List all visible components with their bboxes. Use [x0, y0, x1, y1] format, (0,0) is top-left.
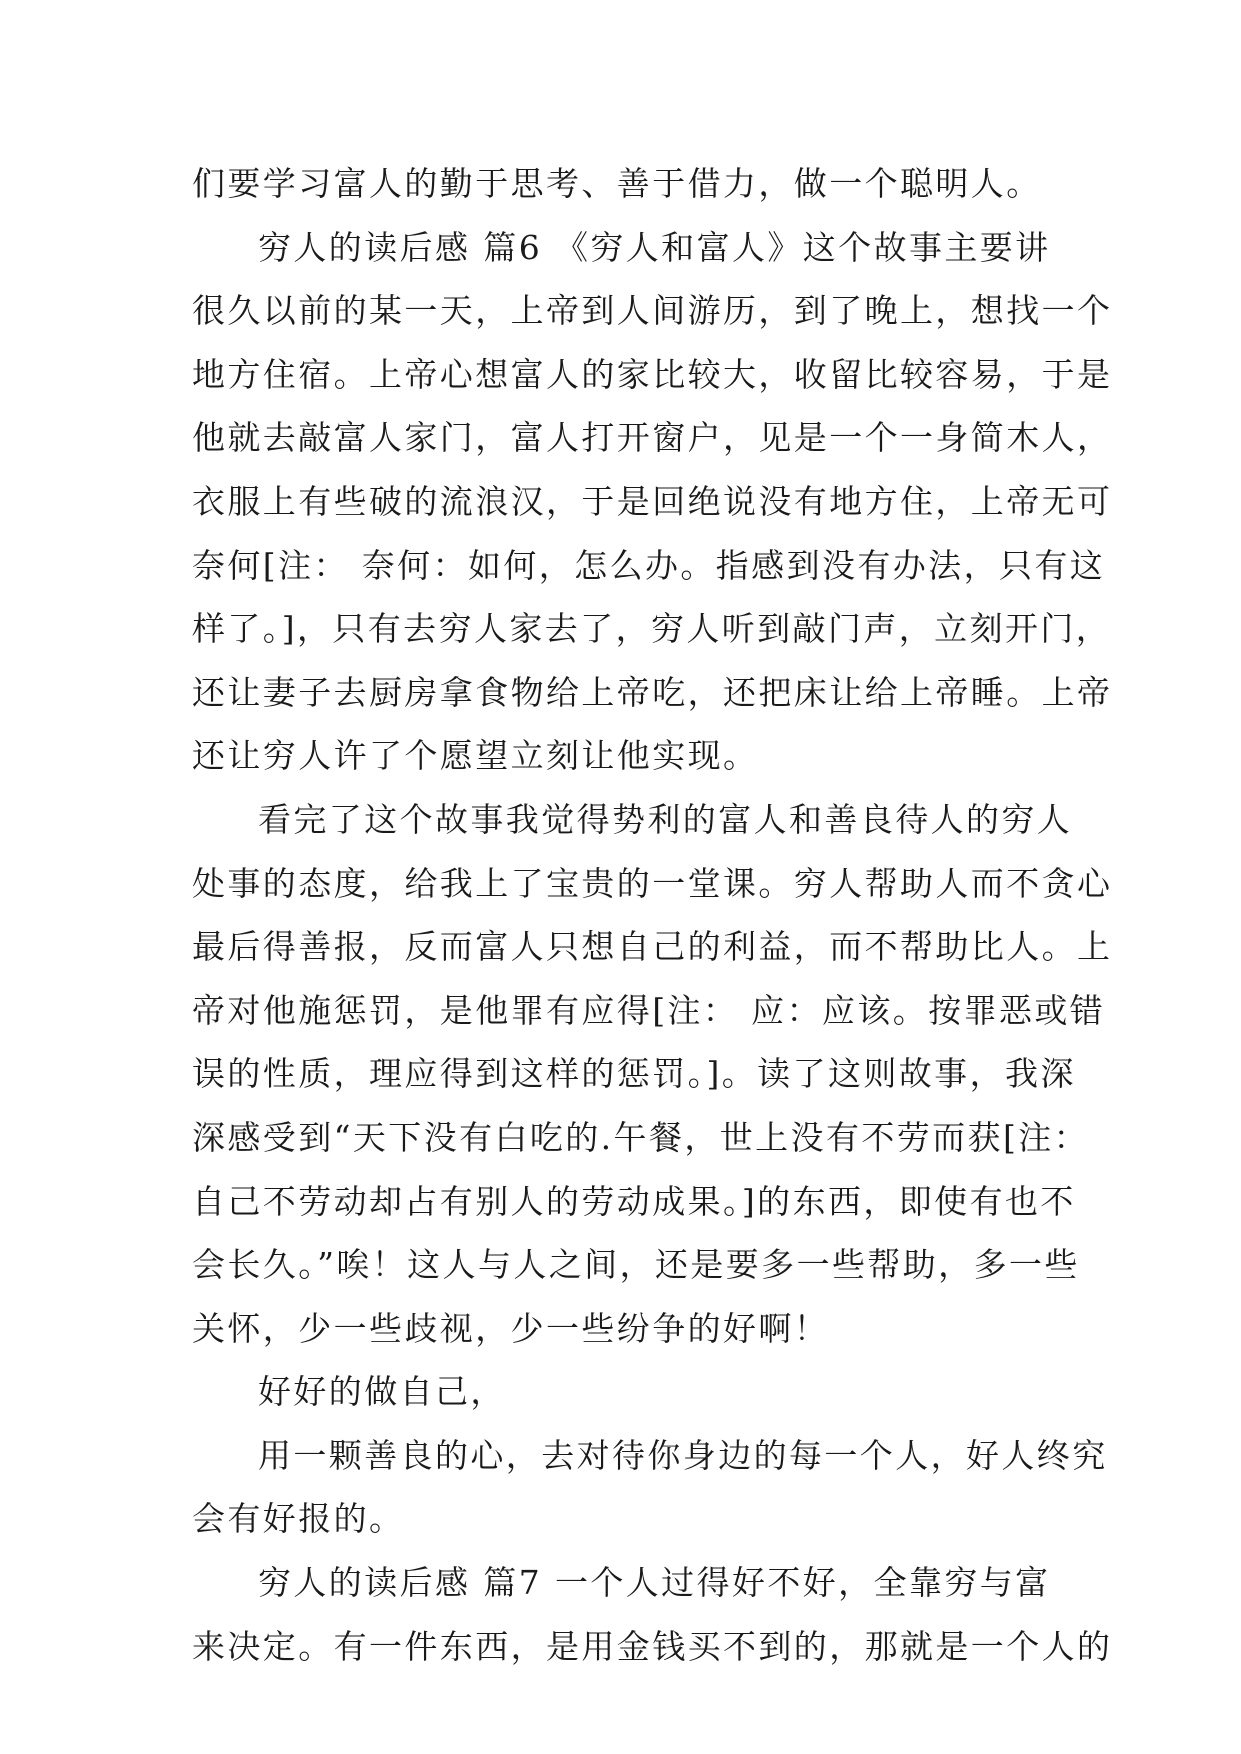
text-line: 穷人的读后感 篇6 《穷人和富人》这个故事主要讲 [258, 227, 1051, 267]
text-line: 自己不劳动却占有别人的劳动成果。]的东西，即使有也不 [192, 1181, 1076, 1221]
text-line: 会有好报的。 [192, 1499, 405, 1539]
text-line: 衣服上有些破的流浪汉，于是回绝说没有地方住，上帝无可 [192, 481, 1113, 521]
text-line: 深感受到“天下没有白吃的.午餐，世上没有不劳而获[注： [192, 1117, 1090, 1157]
text-line: 穷人的读后感 篇7 一个人过得好不好，全靠穷与富 [258, 1563, 1051, 1603]
text-line: 最后得善报，反而富人只想自己的利益，而不帮助比人。上 [192, 927, 1113, 967]
text-line: 样了。]，只有去穷人家去了，穷人听到敲门声，立刻开门， [192, 609, 1112, 649]
text-line: 他就去敲富人家门，富人打开窗户，见是一个一身简木人， [192, 418, 1113, 458]
text-line: 会长久。”唉！这人与人之间，还是要多一些帮助，多一些 [192, 1245, 1080, 1285]
document-body [192, 152, 1113, 1678]
text-line: 误的性质，理应得到这样的惩罚。]。读了这则故事，我深 [192, 1054, 1076, 1094]
text-line: 很久以前的某一天，上帝到人间游历，到了晚上，想找一个 [192, 291, 1113, 331]
text-line: 看完了这个故事我觉得势利的富人和善良待人的穷人 [258, 799, 1073, 839]
text-line: 还让妻子去厨房拿食物给上帝吃，还把床让给上帝睡。上帝 [192, 672, 1113, 712]
text-line: 关怀，少一些歧视，少一些纷争的好啊！ [192, 1308, 830, 1348]
text-line: 们要学习富人的勤于思考、善于借力，做一个聪明人。 [192, 164, 1042, 203]
text-line: 奈何[注： 奈何：如何，怎么办。指感到没有办法，只有这 [192, 545, 1106, 585]
text-line: 好好的做自己， [258, 1372, 506, 1412]
text-line: 地方住宿。上帝心想富人的家比较大，收留比较容易，于是 [192, 354, 1113, 394]
text-line: 用一颗善良的心，去对待你身边的每一个人，好人终究 [258, 1435, 1108, 1475]
text-line: 还让穷人许了个愿望立刻让他实现。 [192, 736, 759, 776]
text-line: 来决定。有一件东西，是用金钱买不到的，那就是一个人的 [192, 1626, 1113, 1666]
text-line: 帝对他施惩罚，是他罪有应得[注： 应：应该。按罪恶或错 [192, 990, 1106, 1030]
text-line: 处事的态度，给我上了宝贵的一堂课。穷人帮助人而不贪心 [192, 863, 1113, 903]
